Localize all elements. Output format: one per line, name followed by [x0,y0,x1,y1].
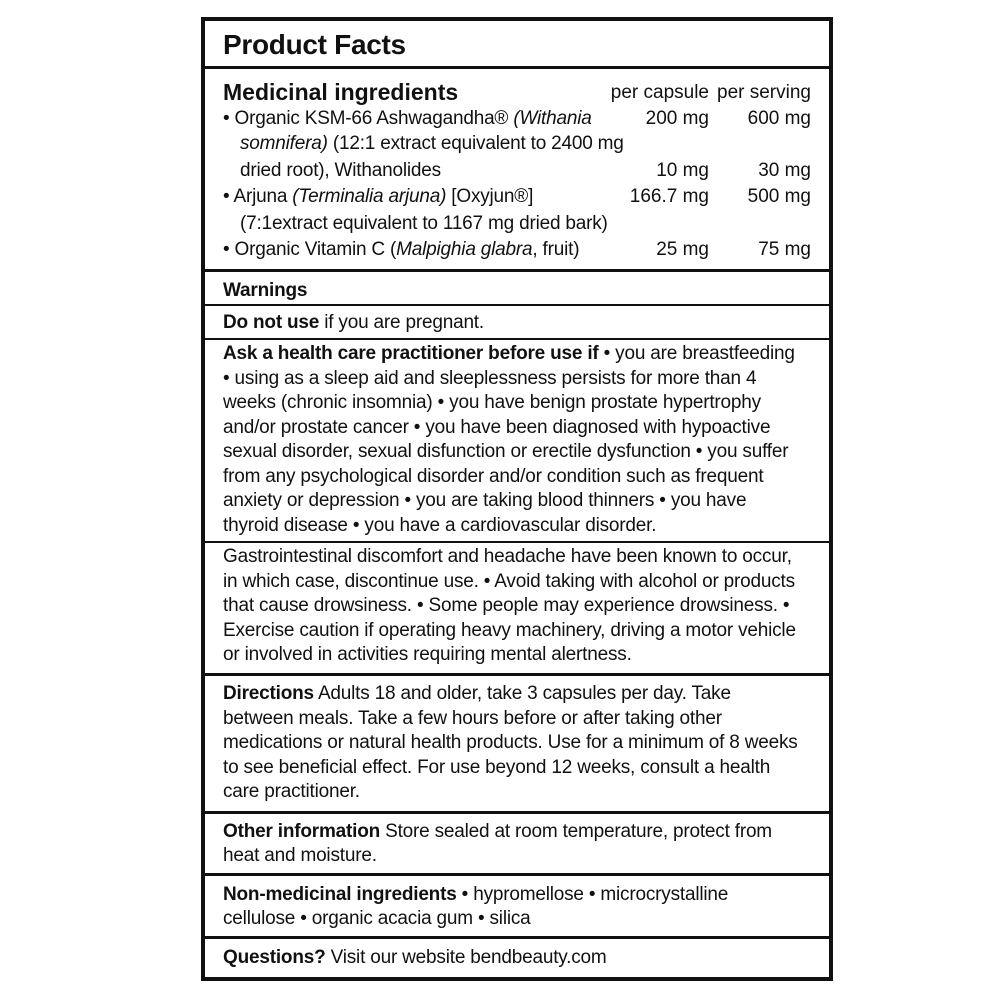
withanolides-per-capsule: 10 mg [656,160,709,181]
ingredient-ashwagandha-line3: dried root), Withanolides [240,160,441,181]
withanolides-per-serving: 30 mg [758,160,811,181]
gi-warning-line5: or involved in activities requiring mental alertness. [223,644,632,665]
questions: Questions? Visit our website bendbeauty.com [223,947,607,968]
col-per-serving: per serving [717,82,811,103]
ashwagandha-per-capsule: 200 mg [645,108,709,129]
directions-line5: care practitioner. [223,781,360,802]
other-info-line2: heat and moisture. [223,845,377,866]
ingredient-arjuna-line1: • Arjuna (Terminalia arjuna) [Oxyjun®] [223,186,534,207]
ask-practitioner-line5: sexual disorder, sexual disfunction or erectile dysfunction • you suffer [223,441,789,462]
ask-practitioner-line1: Ask a health care practitioner before use if • you are breastfeeding [223,343,795,364]
ask-practitioner-line2: • using as a sleep aid and sleeplessness persists for more than 4 [223,368,757,389]
directions-line1: Directions Adults 18 and older, take 3 capsules per day. Take [223,683,731,704]
directions-line3: medications or natural health products. Use for a minimum of 8 weeks [223,732,798,753]
medicinal-heading: Medicinal ingredients [223,79,459,105]
gi-warning-line4: Exercise caution if operating heavy machinery, driving a motor vehicle [223,620,796,641]
other-info-line1: Other information Store sealed at room temperature, protect from [223,821,772,842]
ask-practitioner-line3: weeks (chronic insomnia) • you have benign prostate hypertrophy [223,392,761,413]
divider [205,338,829,340]
divider [205,269,829,272]
gi-warning-line3: that cause drowsiness. • Some people may experience drowsiness. • [223,595,790,616]
arjuna-per-serving: 500 mg [747,186,811,207]
directions-line4: to see beneficial effect. For use beyond 12 weeks, consult a health [223,757,771,778]
product-facts-panel [201,17,833,981]
divider [205,304,829,306]
divider [205,541,829,543]
directions-line2: between meals. Take a few hours before or after taking other [223,708,722,729]
page-title: Product Facts [223,29,406,60]
ask-practitioner-line8: thyroid disease • you have a cardiovascular disorder. [223,515,657,536]
ashwagandha-per-serving: 600 mg [747,108,811,129]
divider [205,873,829,876]
ingredient-arjuna-line2: (7:1extract equivalent to 1167 mg dried bark) [240,213,608,234]
vitamin-c-per-serving: 75 mg [758,239,811,260]
ingredient-ashwagandha-line2: somnifera) (12:1 extract equivalent to 2400 mg [240,133,624,154]
gi-warning-line1: Gastrointestinal discomfort and headache have been known to occur, [223,546,792,567]
ingredient-ashwagandha-line1: • Organic KSM-66 Ashwagandha® (Withania [223,108,592,129]
ask-practitioner-line6: from any psychological disorder and/or condition such as frequent [223,466,764,487]
ingredient-vitamin-c: • Organic Vitamin C (Malpighia glabra, fruit) [223,239,580,260]
do-not-use: Do not use if you are pregnant. [223,312,484,333]
non-medicinal-line2: cellulose • organic acacia gum • silica [223,908,531,929]
divider [205,66,829,69]
divider [205,673,829,676]
ask-practitioner-line7: anxiety or depression • you are taking blood thinners • you have [223,490,747,511]
col-per-capsule: per capsule [610,82,709,103]
warnings-heading: Warnings [223,280,308,301]
divider [205,936,829,939]
ask-practitioner-line4: and/or prostate cancer • you have been diagnosed with hypoactive [223,417,771,438]
gi-warning-line2: in which case, discontinue use. • Avoid taking with alcohol or products [223,571,795,592]
vitamin-c-per-capsule: 25 mg [656,239,709,260]
non-medicinal-line1: Non-medicinal ingredients • hypromellose • microcrystalline [223,884,729,905]
arjuna-per-capsule: 166.7 mg [629,186,709,207]
divider [205,811,829,814]
